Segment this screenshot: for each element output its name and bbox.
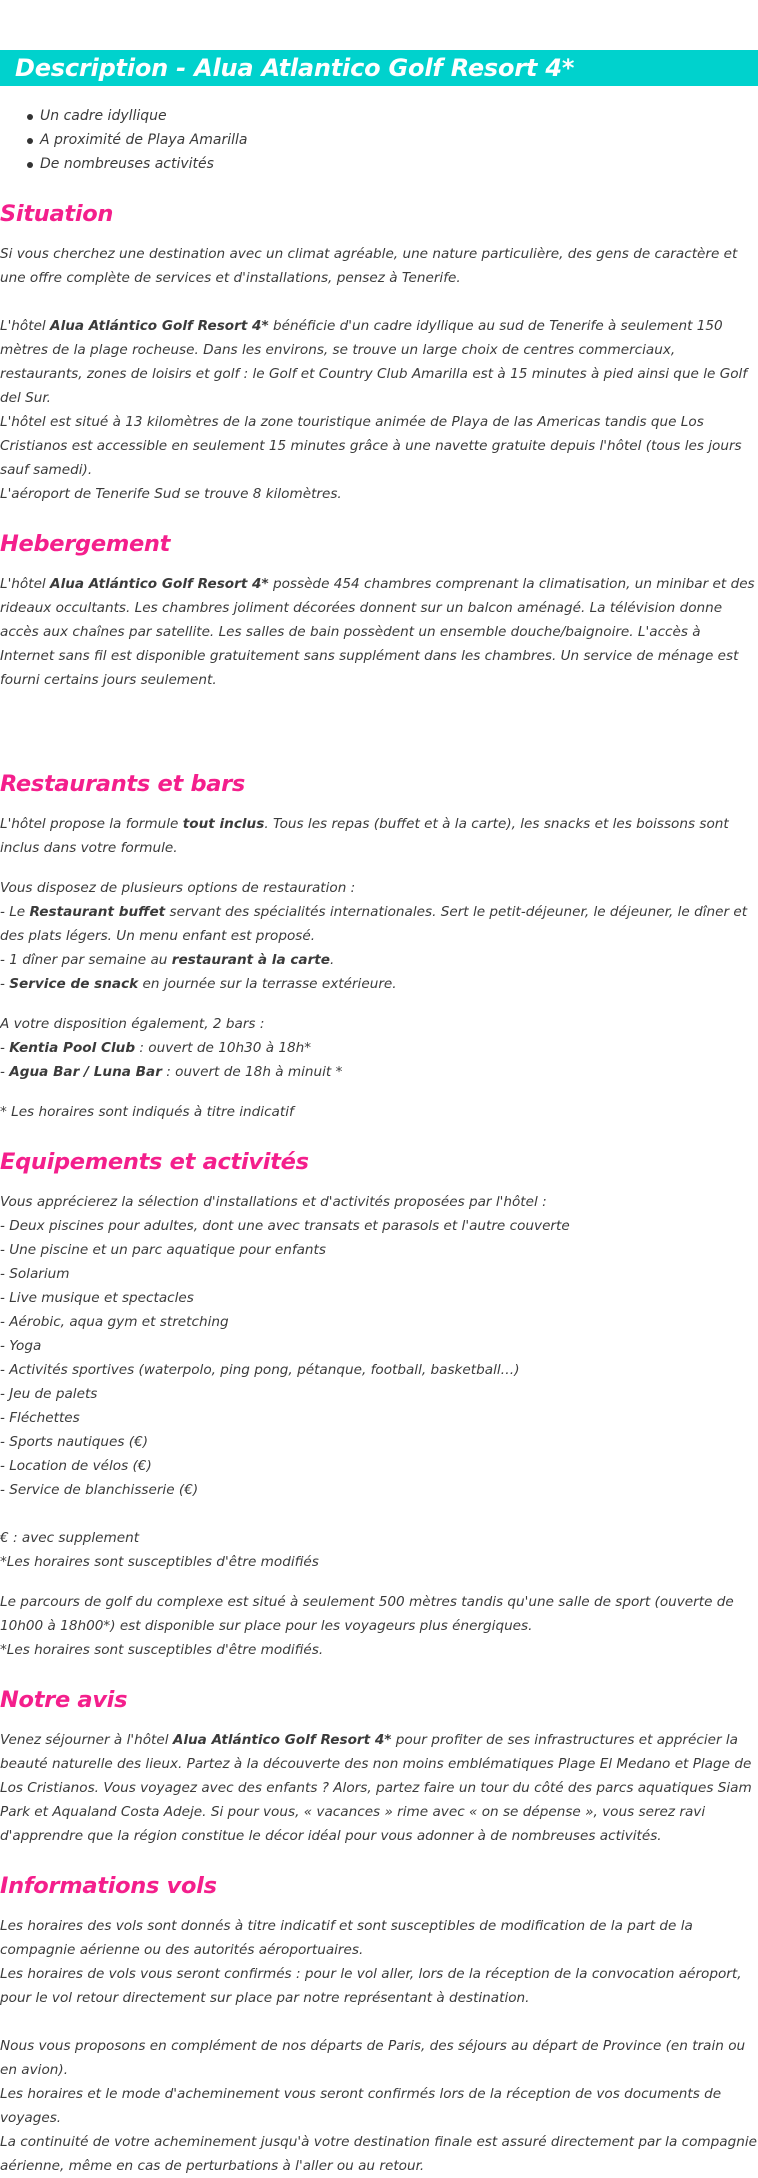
option-text: - Le: [0, 904, 30, 920]
vols-heading: Informations vols: [0, 1873, 217, 1899]
bar-hours: : ouvert de 18h à minuit *: [161, 1064, 343, 1080]
equipement-item: - Location de vélos (€): [0, 1458, 152, 1474]
hebergement-section: [0, 528, 758, 692]
vols-section: [0, 1870, 758, 2178]
horaires-note: *Les horaires sont susceptibles d'être modifiés: [0, 1554, 319, 1570]
avis-text-post: pour profiter de ses infrastructures et apprécier la beauté naturelle des lieux. Partez à la découverte des non moins emblématiques Plage El Medano et Plage de Los Cristianos. Vous voyagez avec des enfants ? Alors, partez faire un tour du côté des parcs aquatiques Siam Park et Aqualand Costa Adeje. Si pour vous, « vacances » rime avec « on se dépense », vous serez ravi d'apprendre que la région constitue le décor idéal pour vous adonner à de nombreuses activités.: [0, 1732, 752, 1844]
situation-line: L'hôtel est situé à 13 kilomètres de la zone touristique animée de Playa de las Americas tandis que Los Cristianos est accessible en seulement 15 minutes grâce à une navette gratuite depuis l'hôtel (tous les jours sauf samedi).: [0, 414, 742, 478]
bullet-icon: [27, 162, 33, 168]
option-text: en journée sur la terrasse extérieure.: [138, 976, 397, 992]
equipements-golf: [0, 1590, 758, 1662]
situation-details: [0, 314, 758, 506]
vols-line: La continuité de votre acheminement jusqu'à votre destination finale est assuré directement par la compagnie aérienne, même en cas de perturbations à l'aller ou au retour.: [0, 2134, 757, 2174]
bar-text: -: [0, 1040, 10, 1056]
bar-name: Kentia Pool Club: [9, 1040, 136, 1056]
option-item: [0, 972, 758, 996]
restaurants-section: [0, 768, 758, 1124]
highlights-list: [0, 104, 758, 176]
horaires-note: *Les horaires sont susceptibles d'être modifiés.: [0, 1642, 324, 1658]
bar-item: [0, 1036, 758, 1060]
hebergement-heading: Hebergement: [0, 531, 171, 557]
vols-province: [0, 2034, 758, 2178]
bullet-icon: [27, 114, 33, 120]
bar-item: [0, 1060, 758, 1084]
hebergement-text-post: possède 454 chambres comprenant la climatisation, un minibar et des rideaux occultants. Les chambres joliment décorées donnent sur un balcon aménagé. La télévision donne accès aux chaînes par satellite. Les salles de bain possèdent un ensemble douche/baignoire. L'accès à Internet sans fil est disponible gratuitement sans supplément dans les chambres. Un service de ménage est fourni certains jours seulement.: [0, 576, 755, 688]
option-item: [0, 948, 758, 972]
equipement-item: - Fléchettes: [0, 1410, 80, 1426]
bullet-icon: [27, 138, 33, 144]
bars-intro: A votre disposition également, 2 bars :: [0, 1016, 265, 1032]
formula-text-post: . Tous les repas (buffet et à la carte), les snacks et les boissons sont inclus dans votre formule.: [0, 816, 729, 856]
highlight-text: Un cadre idyllique: [40, 108, 167, 124]
restaurants-heading: Restaurants et bars: [0, 771, 246, 797]
situation-heading: Situation: [0, 201, 114, 227]
situation-text: L'hôtel: [0, 318, 51, 334]
restaurants-options: [0, 876, 758, 996]
option-name: Service de snack: [9, 976, 139, 992]
equipement-item: - Deux piscines pour adultes, dont une avec transats et parasols et l'autre couverte: [0, 1218, 570, 1234]
option-text: - 1 dîner par semaine au: [0, 952, 172, 968]
equipement-item: - Une piscine et un parc aquatique pour enfants: [0, 1242, 326, 1258]
bar-text: -: [0, 1064, 10, 1080]
equipement-item: - Service de blanchisserie (€): [0, 1482, 199, 1498]
equipements-notes: [0, 1526, 758, 1574]
equipements-section: [0, 1146, 758, 1662]
option-name: Restaurant buffet: [29, 904, 166, 920]
hotel-name: Alua Atlántico Golf Resort 4*: [50, 576, 269, 592]
list-item: [40, 152, 758, 176]
equipement-item: - Live musique et spectacles: [0, 1290, 194, 1306]
bar-hours: : ouvert de 10h30 à 18h*: [135, 1040, 312, 1056]
options-intro: Vous disposez de plusieurs options de restauration :: [0, 880, 356, 896]
option-text: .: [330, 952, 335, 968]
equipements-heading: Equipements et activités: [0, 1149, 309, 1175]
golf-text: Le parcours de golf du complexe est situé à seulement 500 mètres tandis qu'une salle de sport (ouverte de 10h00 à 18h00*) est disponible sur place pour les voyageurs plus énergiques.: [0, 1594, 734, 1634]
restaurants-note: * Les horaires sont indiqués à titre indicatif: [0, 1104, 294, 1120]
option-text: -: [0, 976, 10, 992]
option-name: restaurant à la carte: [171, 952, 331, 968]
supplement-note: € : avec supplement: [0, 1530, 140, 1546]
restaurants-formula: [0, 812, 758, 860]
situation-text: bénéficie d'un cadre idyllique au sud de Tenerife à seulement 150 mètres de la plage rocheuse. Dans les environs, se trouve un large choix de centres commerciaux, restaurants, zones de loisirs et golf : le Golf et Country Club Amarilla est à 15 minutes à pied ainsi que le Golf del Sur.: [0, 318, 748, 406]
avis-text-pre: Venez séjourner à l'hôtel: [0, 1732, 173, 1748]
list-item: [40, 104, 758, 128]
vols-line: Nous vous proposons en complément de nos départs de Paris, des séjours au départ de Province (en train ou en avion).: [0, 2038, 746, 2078]
highlight-text: De nombreuses activités: [40, 156, 214, 172]
option-text: servant des spécialités internationales. Sert le petit-déjeuner, le déjeuner, le dîner et des plats légers. Un menu enfant est proposé.: [0, 904, 748, 944]
equipements-intro: Vous apprécierez la sélection d'installations et d'activités proposées par l'hôtel :: [0, 1194, 547, 1210]
vols-line: Les horaires des vols sont donnés à titre indicatif et sont susceptibles de modification de la part de la compagnie aérienne ou des autorités aéroportuaires.: [0, 1918, 693, 1958]
equipement-item: - Solarium: [0, 1266, 70, 1282]
avis-text: [0, 1728, 758, 1848]
equipement-item: - Jeu de palets: [0, 1386, 98, 1402]
hotel-name: Alua Atlántico Golf Resort 4*: [172, 1732, 392, 1748]
hotel-name: Alua Atlántico Golf Resort 4*: [50, 318, 269, 334]
vols-text: [0, 1914, 758, 2010]
vols-line: Les horaires et le mode d'acheminement vous seront confirmés lors de la réception de vos documents de voyages.: [0, 2086, 722, 2126]
situation-section: [0, 198, 758, 506]
option-item: [0, 900, 758, 948]
title-banner: [0, 50, 758, 86]
avis-section: [0, 1684, 758, 1848]
restaurants-bars: [0, 1012, 758, 1084]
formula-text-pre: L'hôtel propose la formule: [0, 816, 183, 832]
bar-name: Agua Bar / Luna Bar: [9, 1064, 162, 1080]
equipement-item: - Sports nautiques (€): [0, 1434, 149, 1450]
situation-line: L'aéroport de Tenerife Sud se trouve 8 kilomètres.: [0, 486, 342, 502]
highlight-text: A proximité de Playa Amarilla: [40, 132, 248, 148]
avis-heading: Notre avis: [0, 1687, 128, 1713]
formula-bold: tout inclus: [182, 816, 265, 832]
hebergement-text: [0, 572, 758, 692]
vols-line: Les horaires de vols vous seront confirmés : pour le vol aller, lors de la réception de la convocation aéroport, pour le vol retour directement sur place par notre représentant à destination.: [0, 1966, 742, 2006]
equipement-item: - Activités sportives (waterpolo, ping pong, pétanque, football, basketball…): [0, 1362, 520, 1378]
page-title: Description - Alua Atlantico Golf Resort 4*: [15, 54, 575, 82]
equipement-item: - Aérobic, aqua gym et stretching: [0, 1314, 229, 1330]
equipements-list: [0, 1190, 758, 1502]
list-item: [40, 128, 758, 152]
situation-intro: Si vous cherchez une destination avec un climat agréable, une nature particulière, des gens de caractère et une offre complète de services et d'installations, pensez à Tenerife.: [0, 246, 738, 286]
equipement-item: - Yoga: [0, 1338, 42, 1354]
hebergement-text-pre: L'hôtel: [0, 576, 51, 592]
